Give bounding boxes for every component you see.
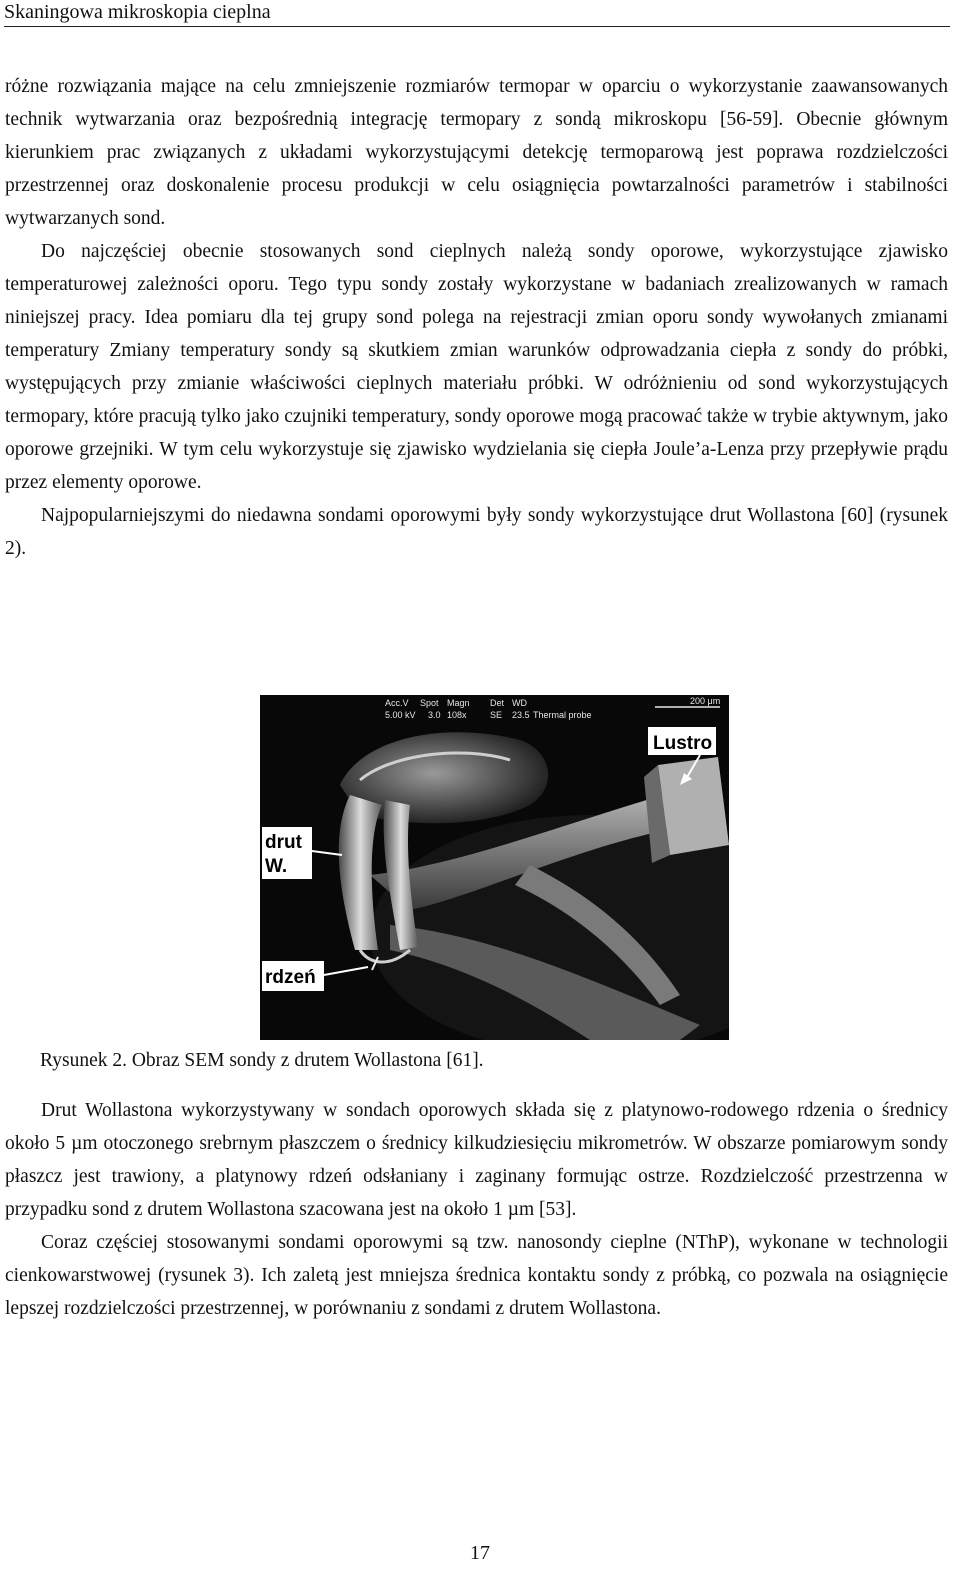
sem-info-value: 5.00 kV xyxy=(385,710,416,720)
label-mirror: Lustro xyxy=(653,733,713,754)
label-core: rdzeń xyxy=(265,967,316,988)
sem-info-label: Acc.V xyxy=(385,698,409,708)
sem-info-value: 23.5 xyxy=(512,710,530,720)
scale-bar-label: 200 μm xyxy=(690,696,721,706)
paragraph: Najpopularniejszymi do niedawna sondami oporowymi były sondy wykorzystujące drut Wollastona [60] (rysunek 2). xyxy=(5,505,948,559)
body-text-bottom xyxy=(5,1094,948,1325)
page-number: 17 xyxy=(470,1542,490,1564)
sem-info-label: Det xyxy=(490,698,505,708)
label-wire: drut xyxy=(265,832,302,853)
sem-image xyxy=(260,695,729,1040)
sem-info-value: SE xyxy=(490,710,503,720)
sem-info-label: Spot xyxy=(420,698,439,708)
paragraph: Coraz częściej stosowanymi sondami oporowymi są tzw. nanosondy cieplne (NThP), wykonane w technologii cienkowarstwowej (rysunek 3). Ich zaletą jest mniejsza średnica kontaktu sondy z próbką, co pozwala na osiągnięcie lepszej rozdzielczości przestrzennej, w porównaniu z sondami z drutem Wollastona. xyxy=(5,1232,948,1319)
sem-info-label: WD xyxy=(512,698,527,708)
sem-info-label: Magn xyxy=(447,698,470,708)
sem-info-value: 3.0 xyxy=(428,710,441,720)
running-header: Skaningowa mikroskopia cieplna xyxy=(4,0,950,27)
figure-caption: Rysunek 2. Obraz SEM sondy z drutem Wollastona [61]. xyxy=(40,1050,484,1071)
sem-probe-picture xyxy=(260,695,729,1040)
paragraph: różne rozwiązania mające na celu zmniejszenie rozmiarów termopar w oparciu o wykorzystanie zaawansowanych technik wytwarzania oraz bezpośrednią integrację termopary z sondą mikroskopu [56-59]. Obecnie głównym kierunkiem prac związanych z układami wykorzystującymi detekcję termoparową jest poprawa rozdzielczości przestrzennej oraz doskonalenie procesu produkcji w celu osiągnięcia powtarzalności parametrów i stabilności wytwarzanych sond. xyxy=(5,76,948,229)
label-wire-w: W. xyxy=(265,856,288,877)
sem-info-title: Thermal probe xyxy=(533,710,592,720)
paragraph: Drut Wollastona wykorzystywany w sondach oporowych składa się z platynowo-rodowego rdzenia o średnicy około 5 µm otoczonego srebrnym płaszczem o średnicy kilkudziesięciu mikrometrów. W obszarze pomiarowym sondy płaszcz jest trawiony, a platynowy rdzeń odsłaniany i zaginany formując ostrze. Rozdzielczość przestrzenna w przypadku sond z drutem Wollastona szacowana jest na około 1 µm [53]. xyxy=(5,1100,948,1220)
body-text-top xyxy=(5,70,948,565)
sem-info-value: 108x xyxy=(447,710,467,720)
paragraph: Do najczęściej obecnie stosowanych sond cieplnych należą sondy oporowe, wykorzystujące zjawisko temperaturowej zależności oporu. Tego typu sondy zostały wykorzystane w badaniach zrealizowanych w ramach niniejszej pracy. Idea pomiaru dla tej grupy sond polega na rejestracji zmian oporu sondy wywołanych zmianami temperatury Zmiany temperatury sondy są skutkiem zmian warunków odprowadzania ciepła z sondy do próbki, występujących przy zmianie właściwości cieplnych materiału próbki. W odróżnieniu od sond wykorzystujących termopary, które pracują tylko jako czujniki temperatury, sondy oporowe mogą pracować także w trybie aktywnym, jako oporowe grzejniki. W tym celu wykorzystuje się zjawisko wydzielania się ciepła Joule’a-Lenza przy przepływie prądu przez elementy oporowe. xyxy=(5,241,948,493)
